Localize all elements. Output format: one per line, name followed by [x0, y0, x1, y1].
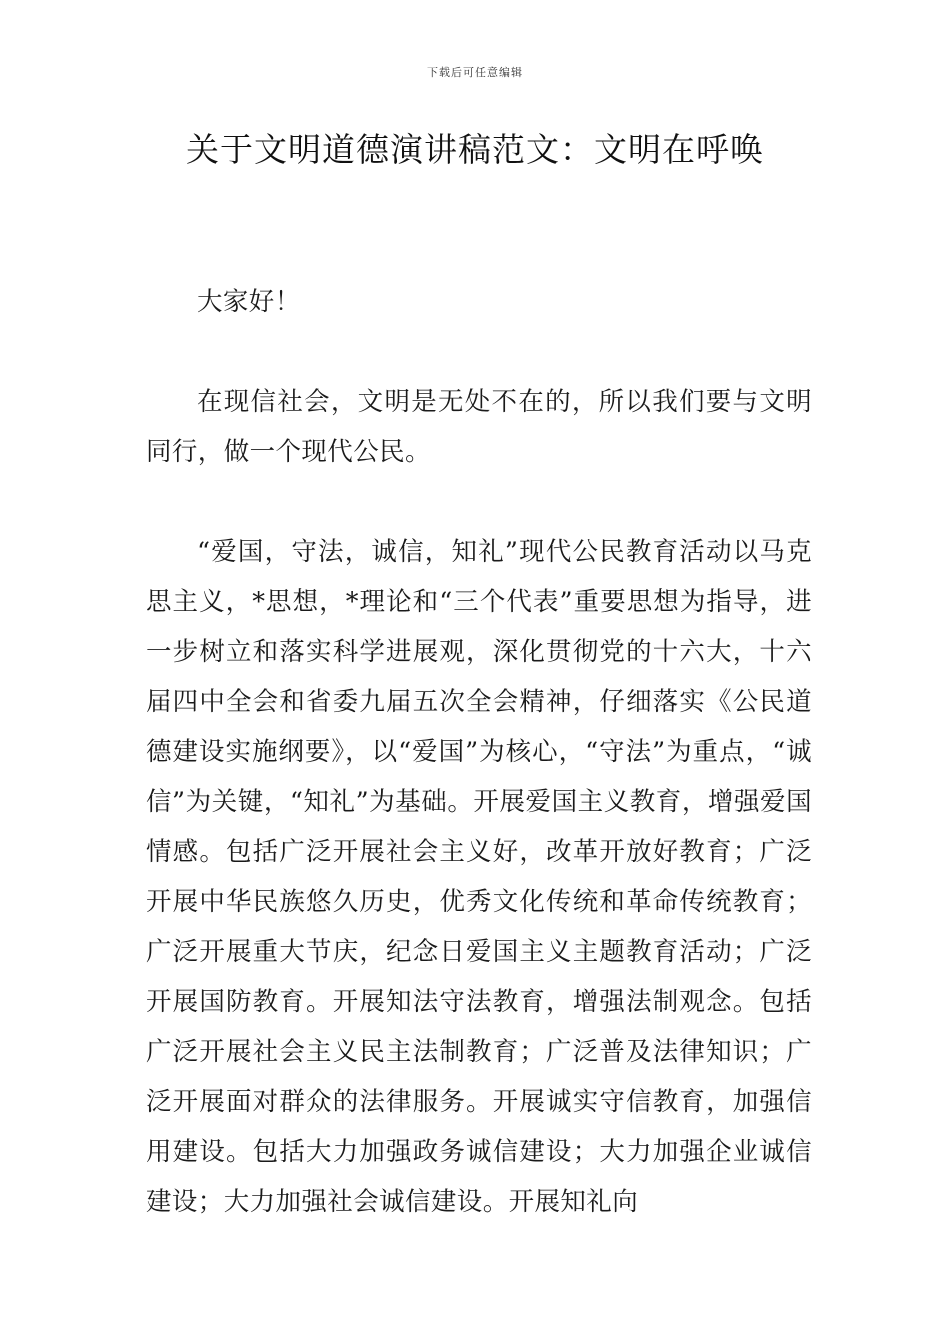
document-body	[146, 277, 812, 1227]
header-note: 下载后可任意编辑	[427, 66, 523, 79]
greeting-paragraph: 大家好！	[197, 287, 301, 317]
document-title: 关于文明道德演讲稿范文：文明在呼唤	[186, 130, 764, 169]
intro-paragraph: 在现信社会，文明是无处不在的，所以我们要与文明同行，做一个现代公民。	[146, 387, 812, 467]
main-paragraph: “爱国，守法，诚信，知礼”现代公民教育活动以马克思主义，*思想，*理论和“三个代表”重要思想为指导，进一步树立和落实科学进展观，深化贯彻党的十六大，十六届四中全会和省委九届五次全会精神，仔细落实《公民道德建设实施纲要》，以“爱国”为核心，“守法”为重点，“诚信”为关键，“知礼”为基础。开展爱国主义教育，增强爱国情感。包括广泛开展社会主义好，改革开放好教育；广泛开展中华民族悠久历史，优秀文化传统和革命传统教育；广泛开展重大节庆，纪念日爱国主义主题教育活动；广泛开展国防教育。开展知法守法教育，增强法制观念。包括广泛开展社会主义民主法制教育；广泛普及法律知识；广泛开展面对群众的法律服务。开展诚实守信教育，加强信用建设。包括大力加强政务诚信建设；大力加强企业诚信建设；大力加强社会诚信建设。开展知礼向	[146, 537, 812, 1217]
